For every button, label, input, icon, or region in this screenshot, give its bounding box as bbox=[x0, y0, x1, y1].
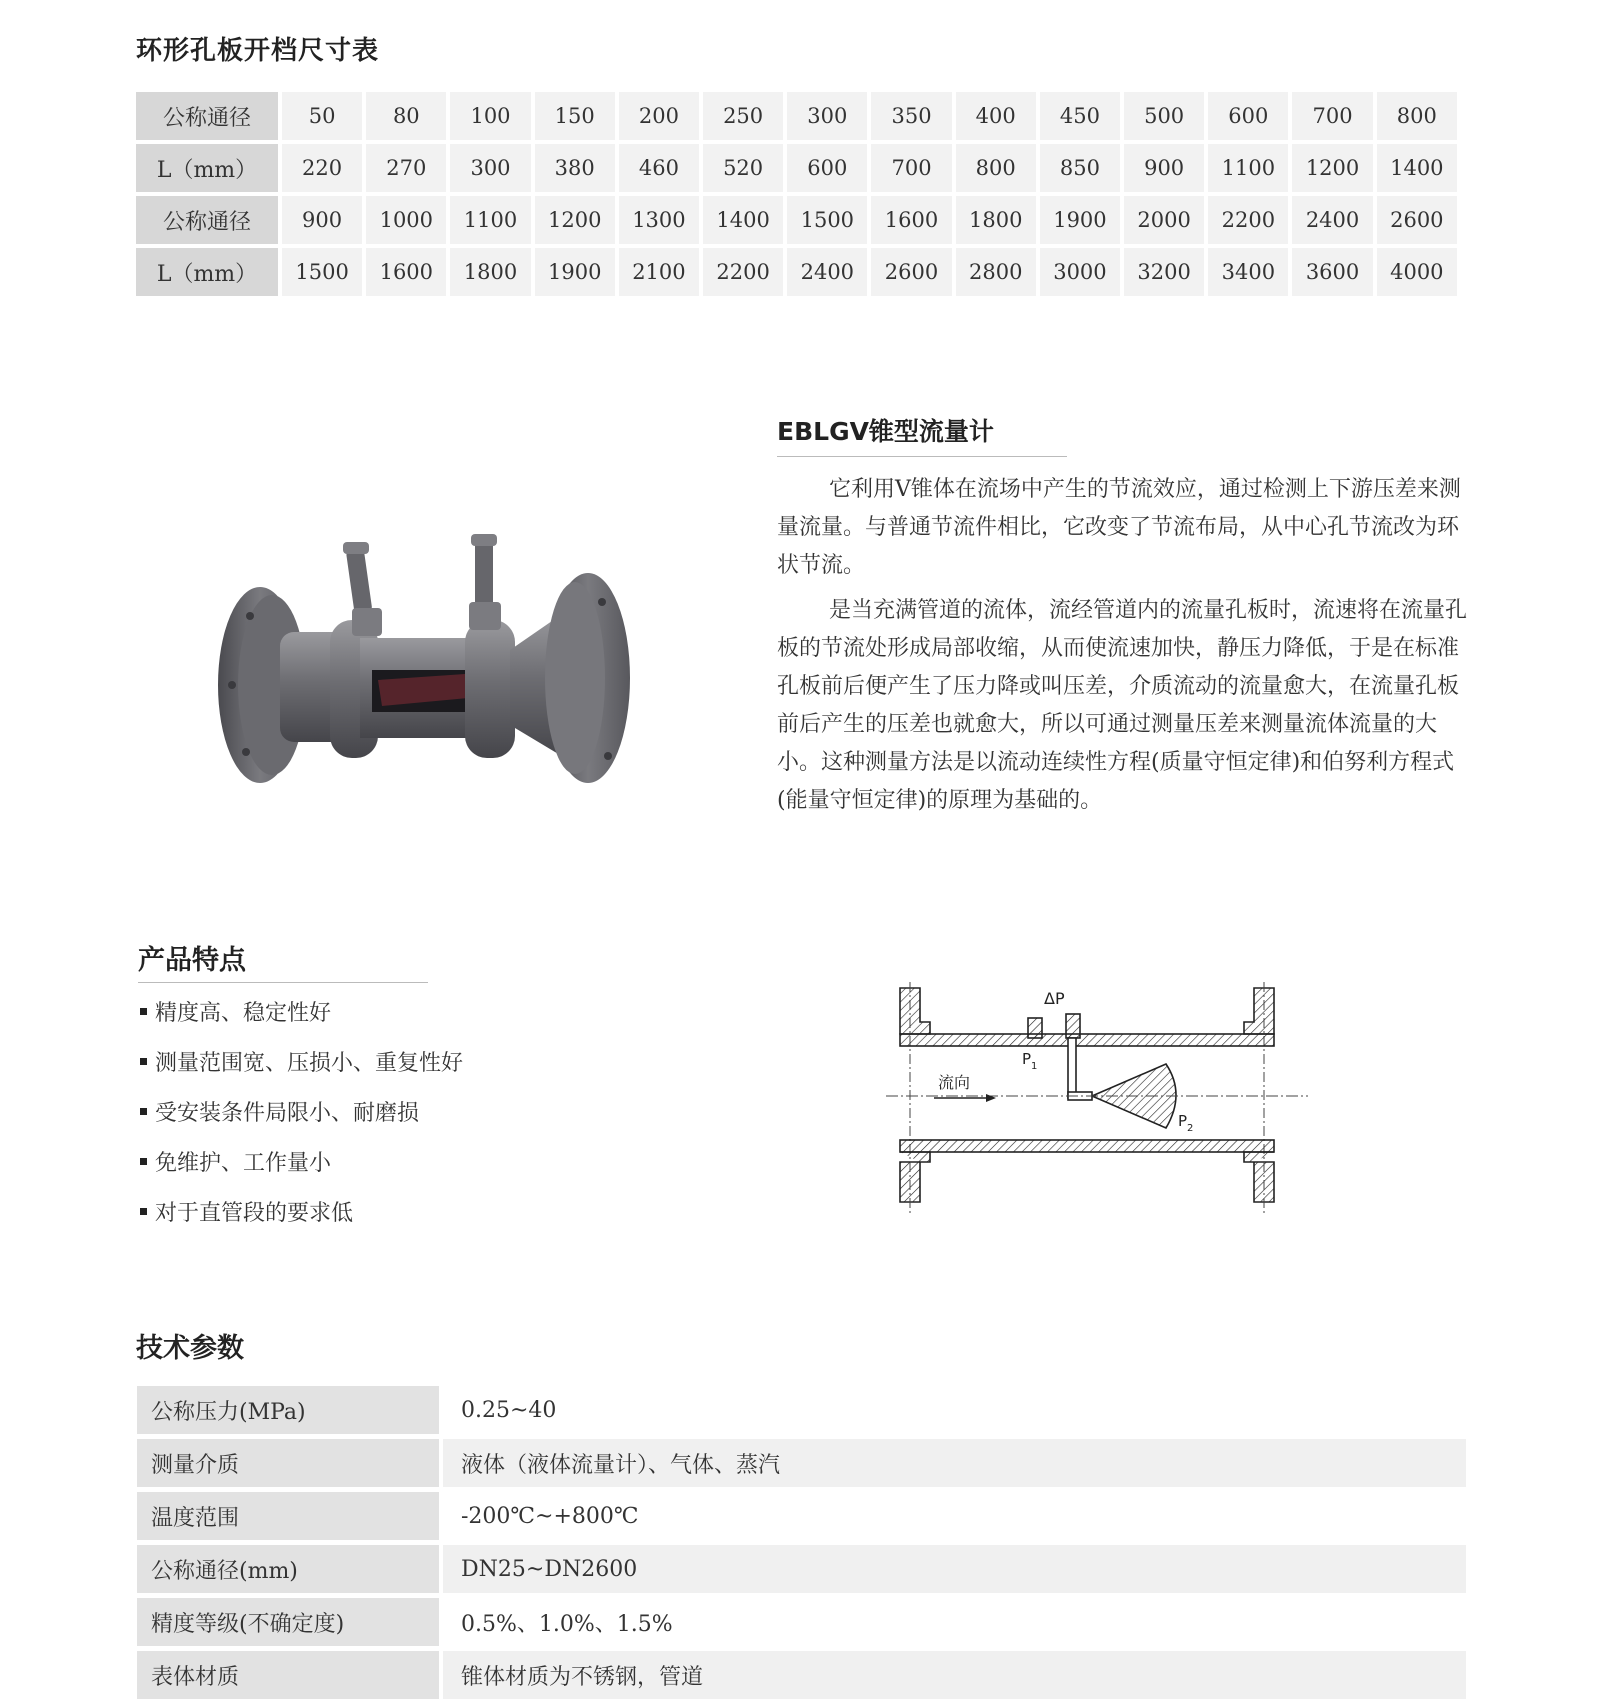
table-cell: 3400 bbox=[1208, 248, 1288, 296]
product-paragraph-2: 是当充满管道的流体，流经管道内的流量孔板时，流速将在流量孔板的节流处形成局部收缩，从而使流速加快，静压力降低，于是在标准孔板前后便产生了压力降或叫压差，介质流动的流量愈大，在流量孔板前后产生的压差也就愈大，所以可通过测量压差来测量流体流量的大小。这种测量方法是以流动连续性方程(质量守恒定律)和伯努利方程式(能量守恒定律)的原理为基础的。 bbox=[777, 598, 1468, 813]
table-row bbox=[136, 196, 1457, 244]
table-row bbox=[137, 1651, 1466, 1699]
list-item: 精度高、稳定性好 bbox=[140, 998, 463, 1048]
table-cell: 800 bbox=[956, 144, 1036, 192]
table-row bbox=[136, 248, 1457, 296]
table-row bbox=[136, 92, 1457, 140]
list-item: 测量范围宽、压损小、重复性好 bbox=[140, 1048, 463, 1098]
table-cell: 80 bbox=[366, 92, 446, 140]
table-cell: 1200 bbox=[535, 196, 615, 244]
table-cell: 1100 bbox=[1208, 144, 1288, 192]
table-cell: 2200 bbox=[1208, 196, 1288, 244]
p1-label: $P_1$ bbox=[1022, 1050, 1038, 1072]
table-cell: 250 bbox=[703, 92, 783, 140]
table-cell: 2100 bbox=[619, 248, 699, 296]
table-cell: 300 bbox=[787, 92, 867, 140]
table-cell: 4000 bbox=[1377, 248, 1457, 296]
table-cell: 220 bbox=[282, 144, 362, 192]
table-cell: 200 bbox=[619, 92, 699, 140]
tech-params-title: 技术参数 bbox=[136, 1333, 244, 1364]
table-cell: 900 bbox=[1124, 144, 1204, 192]
table-cell: 2400 bbox=[787, 248, 867, 296]
table-cell: 1600 bbox=[871, 196, 951, 244]
param-value: 锥体材质为不锈钢，管道 bbox=[443, 1651, 1466, 1699]
row-header: 公称通径 bbox=[136, 196, 278, 244]
table-cell: 300 bbox=[450, 144, 530, 192]
delta-p-label: ΔP bbox=[1044, 989, 1065, 1008]
table-cell: 1600 bbox=[366, 248, 446, 296]
param-value: 0.5%、1.0%、1.5% bbox=[443, 1598, 1466, 1646]
features-title: 产品特点 bbox=[138, 945, 246, 976]
param-name: 温度范围 bbox=[137, 1492, 439, 1540]
table-cell: 2400 bbox=[1292, 196, 1372, 244]
table-cell: 1500 bbox=[282, 248, 362, 296]
table-cell: 2200 bbox=[703, 248, 783, 296]
param-value: DN25~DN2600 bbox=[443, 1545, 1466, 1593]
param-name: 精度等级(不确定度) bbox=[137, 1598, 439, 1646]
param-value: 液体（液体流量计）、气体、蒸汽 bbox=[443, 1439, 1466, 1487]
tech-params-table bbox=[133, 1381, 1470, 1704]
features-divider bbox=[138, 982, 428, 983]
table-cell: 350 bbox=[871, 92, 951, 140]
table-row bbox=[137, 1545, 1466, 1593]
row-header: 公称通径 bbox=[136, 92, 278, 140]
size-table-title: 环形孔板开档尺寸表 bbox=[136, 36, 380, 66]
row-header: L（mm） bbox=[136, 144, 278, 192]
bullet-icon bbox=[140, 1108, 147, 1115]
table-cell: 2000 bbox=[1124, 196, 1204, 244]
cone-flowmeter-diagram bbox=[886, 982, 1308, 1214]
table-cell: 2600 bbox=[1377, 196, 1457, 244]
table-cell: 1000 bbox=[366, 196, 446, 244]
table-cell: 100 bbox=[450, 92, 530, 140]
table-cell: 500 bbox=[1124, 92, 1204, 140]
table-cell: 1900 bbox=[535, 248, 615, 296]
table-cell: 1800 bbox=[956, 196, 1036, 244]
table-cell: 3600 bbox=[1292, 248, 1372, 296]
param-name: 表体材质 bbox=[137, 1651, 439, 1699]
table-row bbox=[137, 1439, 1466, 1487]
table-row bbox=[136, 144, 1457, 192]
table-cell: 1200 bbox=[1292, 144, 1372, 192]
param-value: -200℃~+800℃ bbox=[443, 1492, 1466, 1540]
table-cell: 400 bbox=[956, 92, 1036, 140]
table-cell: 1300 bbox=[619, 196, 699, 244]
table-cell: 3200 bbox=[1124, 248, 1204, 296]
table-cell: 2800 bbox=[956, 248, 1036, 296]
table-cell: 450 bbox=[1040, 92, 1120, 140]
table-cell: 900 bbox=[282, 196, 362, 244]
flow-direction-label: 流向 bbox=[938, 1073, 971, 1092]
table-row bbox=[137, 1492, 1466, 1540]
table-cell: 700 bbox=[871, 144, 951, 192]
table-cell: 600 bbox=[787, 144, 867, 192]
table-cell: 700 bbox=[1292, 92, 1372, 140]
table-cell: 1400 bbox=[1377, 144, 1457, 192]
table-cell: 270 bbox=[366, 144, 446, 192]
list-item: 受安装条件局限小、耐磨损 bbox=[140, 1098, 463, 1148]
table-cell: 600 bbox=[1208, 92, 1288, 140]
table-row bbox=[137, 1386, 1466, 1434]
table-row bbox=[137, 1598, 1466, 1646]
list-item: 免维护、工作量小 bbox=[140, 1148, 463, 1198]
table-cell: 2600 bbox=[871, 248, 951, 296]
param-name: 测量介质 bbox=[137, 1439, 439, 1487]
features-list bbox=[140, 998, 463, 1248]
p2-label: $P_2$ bbox=[1178, 1112, 1194, 1134]
table-cell: 1500 bbox=[787, 196, 867, 244]
list-item: 对于直管段的要求低 bbox=[140, 1198, 463, 1248]
table-cell: 800 bbox=[1377, 92, 1457, 140]
product-paragraph-1: 它利用V锥体在流场中产生的节流效应，通过检测上下游压差来测量流量。与普通节流件相比，它改变了节流布局，从中心孔节流改为环状节流。 bbox=[777, 477, 1461, 578]
title-divider bbox=[777, 456, 1067, 457]
row-header: L（mm） bbox=[136, 248, 278, 296]
bullet-icon bbox=[140, 1208, 147, 1215]
table-cell: 1900 bbox=[1040, 196, 1120, 244]
product-title: EBLGV锥型流量计 bbox=[777, 417, 994, 446]
table-cell: 520 bbox=[703, 144, 783, 192]
table-cell: 1100 bbox=[450, 196, 530, 244]
table-cell: 460 bbox=[619, 144, 699, 192]
table-cell: 150 bbox=[535, 92, 615, 140]
table-cell: 3000 bbox=[1040, 248, 1120, 296]
flowmeter-photo bbox=[210, 520, 640, 820]
bullet-icon bbox=[140, 1158, 147, 1165]
size-table bbox=[132, 88, 1461, 300]
param-value: 0.25~40 bbox=[443, 1386, 1466, 1434]
table-cell: 850 bbox=[1040, 144, 1120, 192]
table-cell: 380 bbox=[535, 144, 615, 192]
bullet-icon bbox=[140, 1058, 147, 1065]
param-name: 公称压力(MPa) bbox=[137, 1386, 439, 1434]
param-name: 公称通径(mm) bbox=[137, 1545, 439, 1593]
table-cell: 50 bbox=[282, 92, 362, 140]
table-cell: 1400 bbox=[703, 196, 783, 244]
bullet-icon bbox=[140, 1008, 147, 1015]
table-cell: 1800 bbox=[450, 248, 530, 296]
